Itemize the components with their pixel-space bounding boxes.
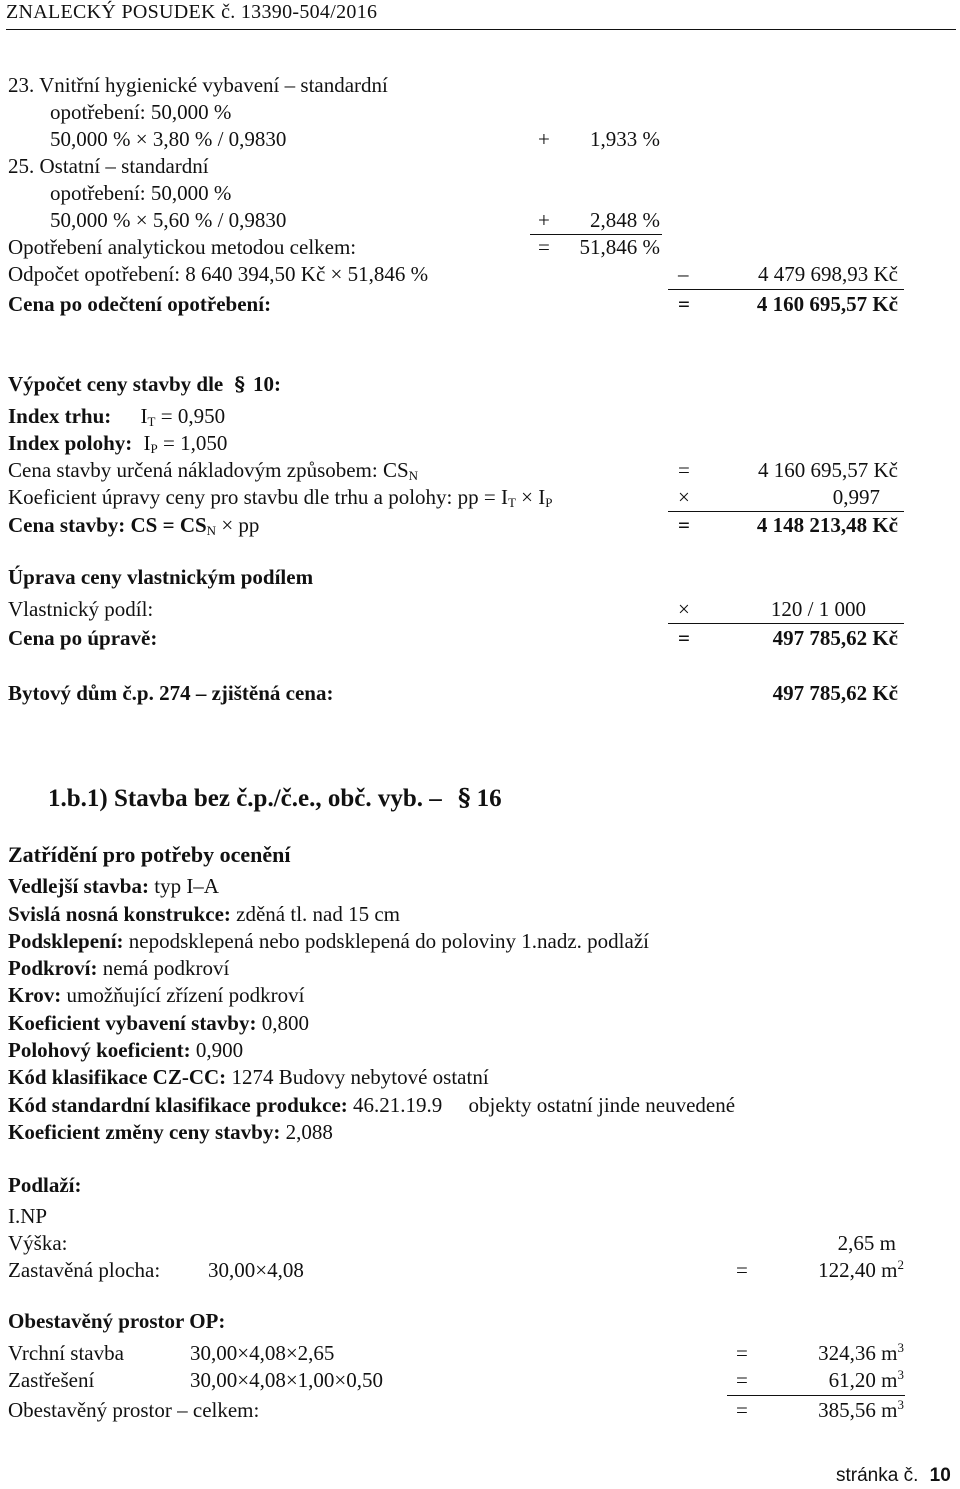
classification-row bbox=[8, 1067, 489, 1088]
volume-row-value: 324,36 m bbox=[818, 1341, 898, 1365]
adjust-coef-label bbox=[8, 487, 553, 508]
classification-label: Svislá nosná konstrukce: bbox=[8, 902, 231, 926]
building-price-sign: = bbox=[678, 513, 690, 537]
classification-row bbox=[8, 931, 649, 952]
volume-title: Obestavěný prostor OP: bbox=[8, 1309, 226, 1333]
classification-label: Koeficient změny ceny stavby: bbox=[8, 1120, 281, 1144]
classification-value: umožňující zřízení podkroví bbox=[61, 983, 305, 1007]
item-23-value: 1,933 % bbox=[590, 127, 660, 151]
coef-rule bbox=[668, 511, 904, 512]
page-footer bbox=[836, 1466, 951, 1485]
volume-row-calc: 30,00×4,08×2,65 bbox=[190, 1341, 335, 1365]
item-23-calc: 50,000 % × 3,80 % / 0,9830 bbox=[50, 127, 287, 151]
price-after-wear-sign: = bbox=[678, 292, 690, 316]
classification-label: Podsklepení: bbox=[8, 929, 124, 953]
classification-row bbox=[8, 1122, 333, 1143]
location-index-value: = 1,050 bbox=[157, 431, 228, 455]
page-label: stránka č. bbox=[836, 1465, 919, 1486]
deduction-sign: – bbox=[678, 262, 689, 286]
building-price-text-b: × pp bbox=[216, 513, 260, 537]
classification-row bbox=[8, 904, 400, 925]
classification-label: Podkroví: bbox=[8, 956, 98, 980]
deduction-value: 4 479 698,93 Kč bbox=[758, 262, 898, 286]
built-area-sign: = bbox=[736, 1258, 748, 1282]
built-area-label: Zastavěná plocha: bbox=[8, 1258, 161, 1282]
ownership-share-label: Vlastnický podíl: bbox=[8, 597, 154, 621]
classification-value: 1274 Budovy nebytové ostatní bbox=[226, 1065, 489, 1089]
built-area-value-wrap bbox=[760, 1257, 904, 1282]
volume-rule bbox=[727, 1395, 905, 1396]
volume-total-label: Obestavěný prostor – celkem: bbox=[8, 1398, 260, 1422]
location-index-label: Index polohy: bbox=[8, 431, 133, 455]
adjust-coef-sub1: T bbox=[507, 495, 516, 510]
volume-row-value-wrap bbox=[760, 1340, 904, 1365]
location-index-row bbox=[8, 433, 227, 454]
item-25-value: 2,848 % bbox=[590, 208, 660, 232]
share-rule bbox=[668, 623, 904, 624]
classification-row bbox=[8, 1095, 735, 1116]
classification-row bbox=[8, 985, 304, 1006]
volume-row-label: Vrchní stavba bbox=[8, 1341, 124, 1365]
wear-total-sign: = bbox=[538, 235, 550, 259]
floors-title: Podlaží: bbox=[8, 1173, 82, 1197]
ownership-share-sign: × bbox=[678, 597, 690, 621]
market-index-row bbox=[8, 406, 225, 427]
market-index-symbol: I bbox=[140, 404, 148, 428]
classification-value: zděná tl. nad 15 cm bbox=[230, 902, 400, 926]
cost-method-label bbox=[8, 460, 418, 481]
price-calc-title-num: 10: bbox=[252, 372, 281, 396]
location-index-symbol: I bbox=[143, 431, 151, 455]
classification-label: Vedlejší stavba: bbox=[8, 874, 149, 898]
classification-label: Kód klasifikace CZ-CC: bbox=[8, 1065, 227, 1089]
price-after-adjust-value: 497 785,62 Kč bbox=[772, 626, 898, 650]
classification-row bbox=[8, 876, 219, 897]
item-25-calc: 50,000 % × 5,60 % / 0,9830 bbox=[50, 208, 287, 232]
cost-method-value: 4 160 695,57 Kč bbox=[758, 458, 898, 482]
ownership-share-value: 120 / 1 000 bbox=[770, 597, 866, 621]
classification-label: Polohový koeficient: bbox=[8, 1038, 191, 1062]
cost-method-sign: = bbox=[678, 458, 690, 482]
building-found-price-label: Bytový dům č.p. 274 – zjištěná cena: bbox=[8, 681, 334, 705]
price-after-wear-label: Cena po odečtení opotřebení: bbox=[8, 292, 272, 316]
section-paragraph-num: 16 bbox=[476, 785, 502, 812]
volume-row-label: Zastřešení bbox=[8, 1368, 95, 1392]
volume-total-sign: = bbox=[736, 1398, 748, 1422]
document-header bbox=[6, 2, 956, 28]
classification-value: nemá podkroví bbox=[97, 956, 230, 980]
document-title: ZNALECKÝ POSUDEK č. 13390-504/2016 bbox=[6, 1, 378, 23]
volume-row-unit-exp: 3 bbox=[897, 1367, 904, 1382]
classification-value: nepodsklepená nebo podsklepená do poloviny 1.nadz. podlaží bbox=[123, 929, 649, 953]
classification-row bbox=[8, 1040, 243, 1061]
price-after-wear-value: 4 160 695,57 Kč bbox=[756, 292, 898, 316]
ownership-title: Úprava ceny vlastnickým podílem bbox=[8, 565, 314, 589]
adjust-coef-text: Koeficient úpravy ceny pro stavbu dle trhu a polohy: pp = I bbox=[8, 485, 508, 509]
volume-row-calc: 30,00×4,08×1,00×0,50 bbox=[190, 1368, 384, 1392]
cost-method-text: Cena stavby určená nákladovým způsobem: CS bbox=[8, 458, 409, 482]
building-price-sub: N bbox=[206, 523, 217, 538]
adjust-coef-sub2: P bbox=[545, 495, 553, 510]
floor-height-value: 2,65 m bbox=[837, 1231, 896, 1255]
adjust-coef-value: 0,997 bbox=[832, 485, 880, 509]
header-rule bbox=[6, 29, 956, 30]
built-area-calc: 30,00×4,08 bbox=[208, 1258, 304, 1282]
section-heading-text: 1.b.1) Stavba bez č.p./č.e., obč. vyb. – bbox=[48, 785, 442, 812]
item-23-title: 23. Vnitřní hygienické vybavení – standardní bbox=[8, 73, 388, 97]
wear-total-label: Opotřebení analytickou metodou celkem: bbox=[8, 235, 357, 259]
volume-total-unit-exp: 3 bbox=[897, 1397, 904, 1412]
adjust-coef-sign: × bbox=[678, 485, 690, 509]
volume-row-unit-exp: 3 bbox=[897, 1340, 904, 1355]
section-heading bbox=[48, 783, 502, 812]
price-calc-title bbox=[8, 374, 281, 395]
section-paragraph-sign: § bbox=[458, 783, 471, 812]
price-calc-title-text: Výpočet ceny stavby dle bbox=[8, 372, 224, 396]
floor-name: I.NP bbox=[8, 1204, 48, 1228]
building-price-text-a: Cena stavby: CS = CS bbox=[8, 513, 207, 537]
paragraph-sign: § bbox=[234, 372, 245, 396]
item-25-sign: + bbox=[538, 208, 550, 232]
building-price-label bbox=[8, 515, 259, 536]
classification-label: Koeficient vybavení stavby: bbox=[8, 1011, 257, 1035]
volume-total-value: 385,56 m bbox=[818, 1398, 898, 1422]
wear-total-value: 51,846 % bbox=[579, 235, 660, 259]
built-area-value: 122,40 m bbox=[818, 1258, 898, 1282]
built-area-unit-exp: 2 bbox=[897, 1257, 904, 1272]
deduction-rule bbox=[668, 289, 904, 290]
volume-row-value-wrap bbox=[760, 1367, 904, 1392]
volume-row-value: 61,20 m bbox=[828, 1368, 898, 1392]
adjust-coef-mid: × I bbox=[515, 485, 546, 509]
market-index-label: Index trhu: bbox=[8, 404, 112, 428]
item-25-wear: opotřebení: 50,000 % bbox=[50, 181, 232, 205]
classification-row bbox=[8, 958, 229, 979]
deduction-label: Odpočet opotřebení: 8 640 394,50 Kč × 51,846 % bbox=[8, 262, 429, 286]
item-23-wear: opotřebení: 50,000 % bbox=[50, 100, 232, 124]
classification-value: 0,800 bbox=[256, 1011, 309, 1035]
price-after-adjust-sign: = bbox=[678, 626, 690, 650]
building-found-price-value: 497 785,62 Kč bbox=[772, 681, 898, 705]
market-index-value: = 0,950 bbox=[155, 404, 226, 428]
volume-row-sign: = bbox=[736, 1341, 748, 1365]
classification-title: Zatřídění pro potřeby ocenění bbox=[8, 842, 291, 867]
floor-height-label: Výška: bbox=[8, 1231, 68, 1255]
classification-row bbox=[8, 1013, 309, 1034]
classification-value: 46.21.19.9 objekty ostatní jinde neuvedené bbox=[347, 1093, 736, 1117]
classification-value: 0,900 bbox=[190, 1038, 244, 1062]
classification-label: Kód standardní klasifikace produkce: bbox=[8, 1093, 348, 1117]
volume-row-sign: = bbox=[736, 1368, 748, 1392]
volume-total-value-wrap bbox=[760, 1397, 904, 1422]
item-23-sign: + bbox=[538, 127, 550, 151]
item-25-title: 25. Ostatní – standardní bbox=[8, 154, 209, 178]
price-after-adjust-label: Cena po úpravě: bbox=[8, 626, 158, 650]
market-index-sub: T bbox=[147, 414, 156, 429]
location-index-sub: P bbox=[150, 441, 158, 456]
classification-label: Krov: bbox=[8, 983, 62, 1007]
classification-value: 2,088 bbox=[280, 1120, 333, 1144]
page-number: 10 bbox=[929, 1465, 951, 1486]
classification-value: typ I–A bbox=[148, 874, 219, 898]
building-price-value: 4 148 213,48 Kč bbox=[756, 513, 898, 537]
cost-method-sub: N bbox=[408, 468, 419, 483]
